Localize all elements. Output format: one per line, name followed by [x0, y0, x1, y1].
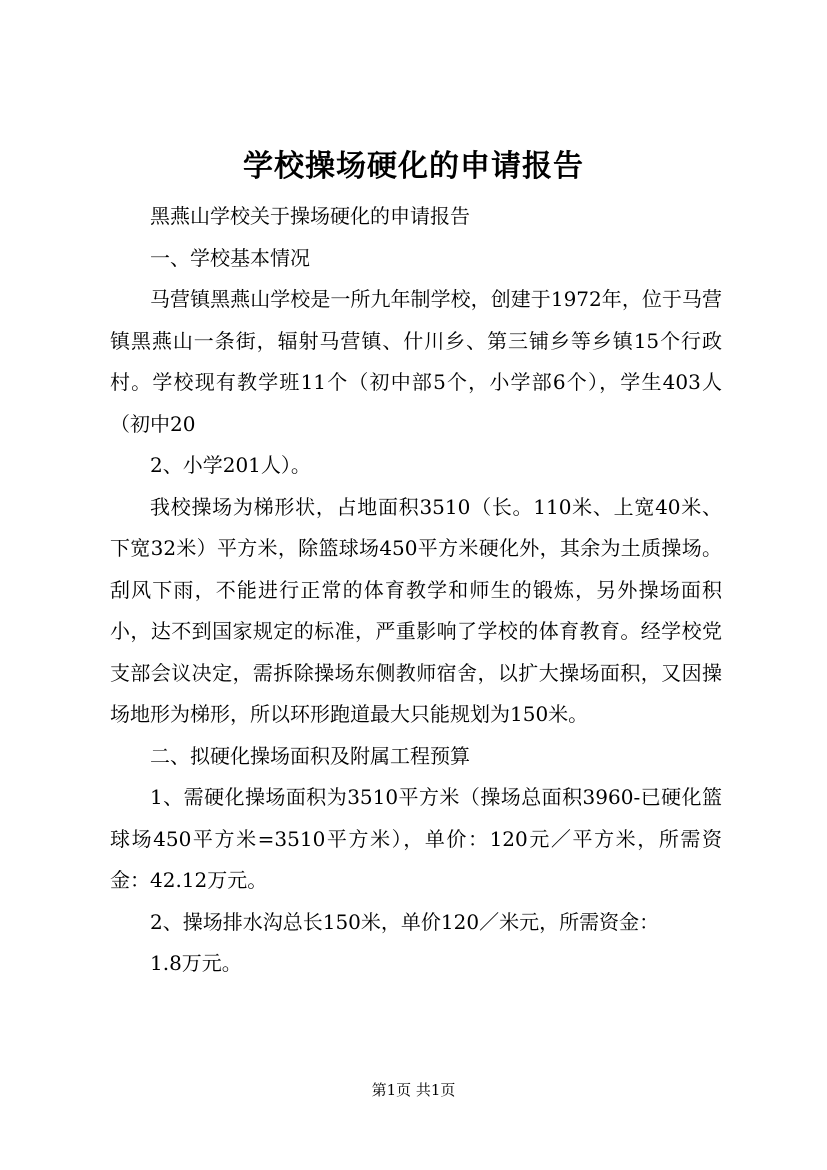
paragraph-playground-status: 我校操场为梯形状，占地面积3510（长。110米、上宽40米、下宽32米）平方米，除篮球场450平方米硬化外，其余为土质操场。刮风下雨，不能进行正常的体育教学和师生的锻炼，另外操场面积小，达不到国家规定的标准，严重影响了学校的体育教育。经学校党支部会议决定，需拆除操场东侧教师宿舍，以扩大操场面积，又因操场地形为梯形，所以环形跑道最大只能规划为150米。: [110, 494, 722, 726]
paragraph-primary-count: 2、小学201人）。: [150, 453, 311, 477]
section-heading-1: 一、学校基本情况: [150, 245, 310, 270]
page-footer: 第1页 共1页: [371, 1081, 456, 1099]
paragraph-budget-item-2: 2、操场排水沟总长150米，单价120／米元，所需资金：: [150, 909, 660, 934]
document-body: [110, 196, 722, 985]
document-title: 学校操场硬化的申请报告: [243, 149, 584, 184]
paragraph-budget-item-2-amount: 1.8万元。: [150, 951, 242, 975]
paragraph-heading-line: 黑燕山学校关于操场硬化的申请报告: [150, 204, 470, 228]
paragraph-budget-item-1: 1、需硬化操场面积为3510平方米（操场总面积3960-已硬化篮球场450平方米=3510平方米），单价：120元／平方米，所需资金：42.12万元。: [110, 785, 722, 892]
paragraph-school-info: 马营镇黑燕山学校是一所九年制学校，创建于1972年，位于马营镇黑燕山一条街，辐射马营镇、什川乡、第三铺乡等乡镇15个行政村。学校现有教学班11个（初中部5个，小学部6个），学生403人（初中20: [110, 287, 722, 436]
section-heading-2: 二、拟硬化操场面积及附属工程预算: [150, 743, 470, 768]
